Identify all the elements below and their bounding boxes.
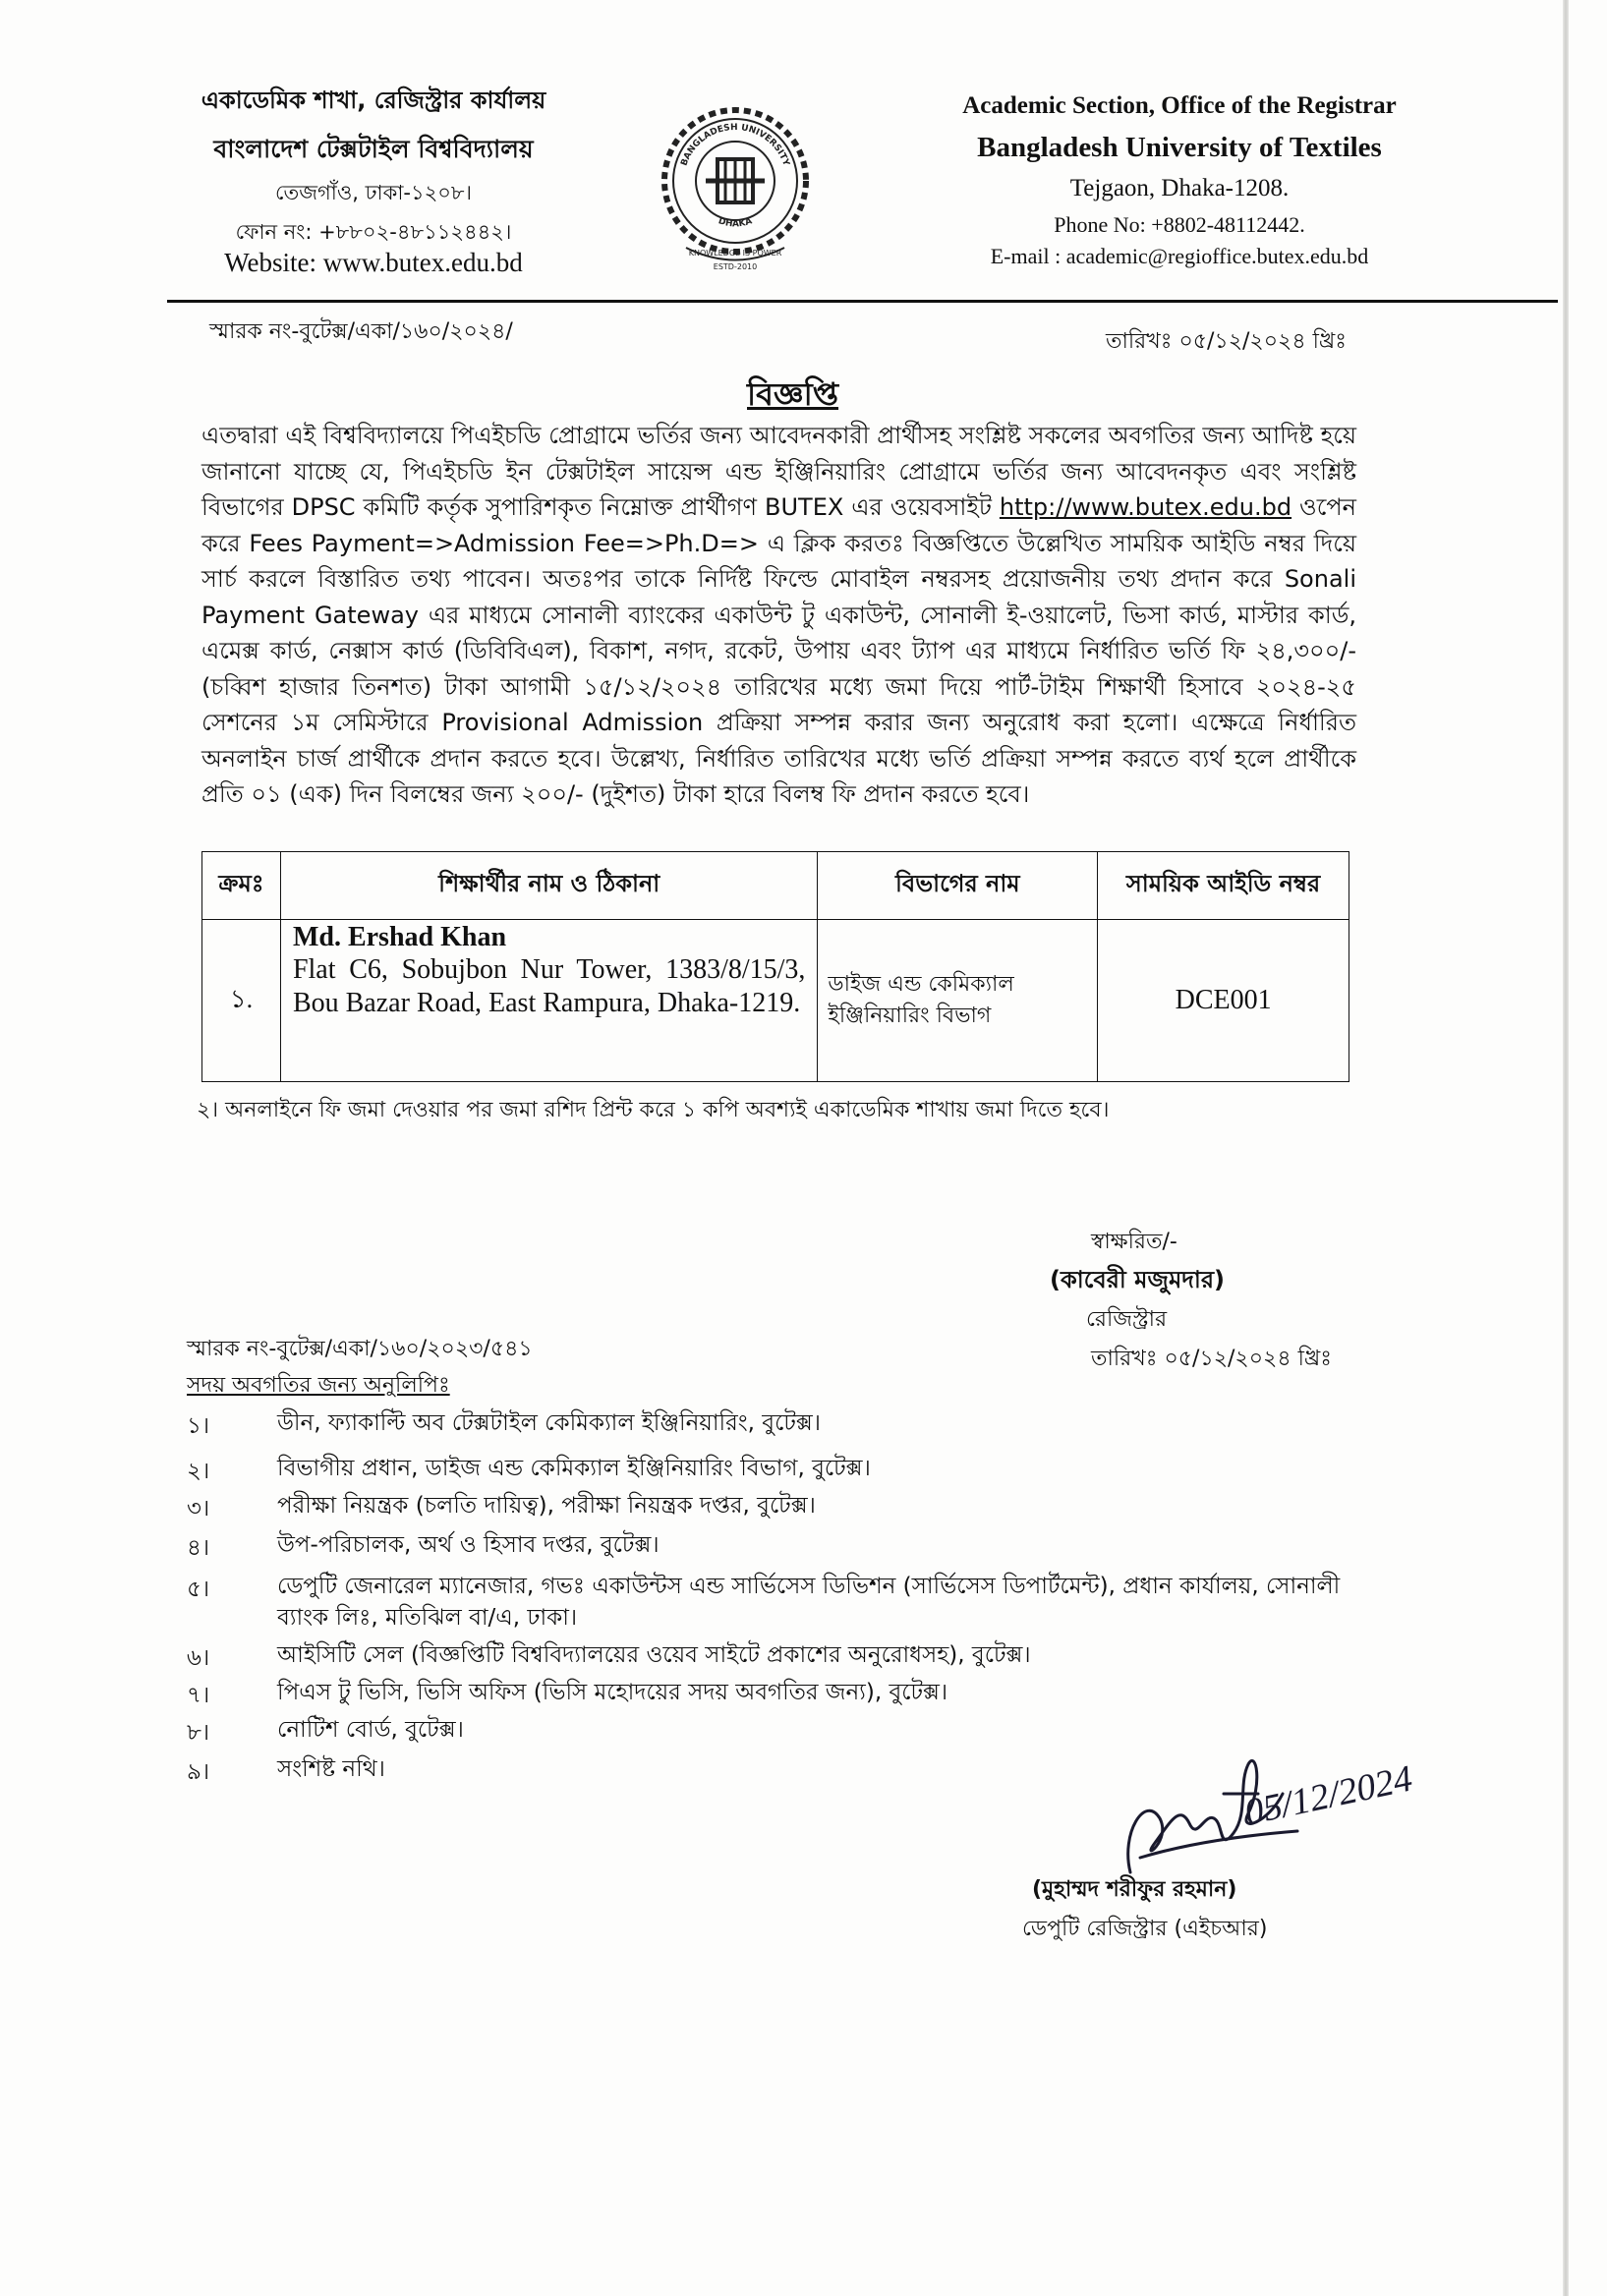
cell-temp-id: DCE001	[1098, 920, 1349, 1082]
signature-date: তারিখঃ ০৫/১২/২০২৪ খ্রিঃ	[1091, 1347, 1333, 1371]
col-header-name-address: শিক্ষার্থীর নাম ও ঠিকানা	[280, 852, 817, 920]
header-en-email: E-mail : academic@regioffice.butex.edu.bd	[990, 244, 1369, 268]
university-logo	[657, 100, 814, 277]
candidate-address: Flat C6, Sobujbon Nur Tower, 1383/8/15/3, Bou Bazar Road, East Rampura, Dhaka-1219.	[292, 954, 806, 1018]
col-header-temp-id: সাময়িক আইডি নম্বর	[1098, 852, 1349, 920]
cell-serial: ১.	[202, 920, 281, 1082]
copy-item-text: বিভাগীয় প্রধান, ডাইজ এন্ড কেমিক্যাল ইঞ্জিনিয়ারিং বিভাগ, বুটেক্স।	[277, 1456, 871, 1481]
copy-item-number: ১।	[187, 1413, 210, 1439]
copy-heading: সদয় অবগতির জন্য অনুলিপিঃ	[187, 1373, 450, 1398]
copy-item-text: পরীক্ষা নিয়ন্ত্রক (চলতি দায়িত্ব), পরীক্ষা নিয়ন্ত্রক দপ্তর, বুটেক্স।	[277, 1493, 816, 1519]
header-divider	[167, 300, 1558, 303]
registrar-name: (কাবেরী মজুমদার)	[1050, 1266, 1226, 1293]
table-header-row	[202, 852, 1349, 920]
copy-item-text: ডেপুটি জেনারেল ম্যানেজার, গভঃ একাউন্টস এন্ড সার্ভিসেস ডিভিশন (সার্ভিসেস ডিপার্টমেন্ট), প্রধান কার্যালয়, সোনালী ব্যাংক লিঃ, মতিঝিল বা/এ, ঢাকা।	[277, 1574, 1341, 1631]
col-header-serial: ক্রমঃ	[202, 852, 281, 920]
header-en-address: Tejgaon, Dhaka-1208.	[1069, 175, 1290, 201]
copy-item-number: ৩।	[187, 1496, 210, 1521]
logo-estd: ESTD-2010	[713, 262, 758, 271]
copy-item-number: ৯।	[187, 1759, 210, 1785]
header-en-office: Academic Section, Office of the Registrar	[962, 92, 1397, 119]
candidate-name: Md. Ershad Khan	[292, 922, 507, 952]
logo-arc-bottom: DHAKA	[717, 216, 754, 230]
copy-item-number: ৭।	[187, 1683, 210, 1708]
copy-item-number: ৮।	[187, 1720, 210, 1746]
header-bn-university: বাংলাদেশ টেক্সটাইল বিশ্ববিদ্যালয়	[213, 135, 534, 163]
copy-item-text: ডীন, ফ্যাকাল্টি অব টেক্সটাইল কেমিক্যাল ইঞ্জিনিয়ারিং, বুটেক্স।	[277, 1410, 821, 1436]
copy-item-text: পিএস টু ভিসি, ভিসি অফিস (ভিসি মহোদয়ের সদয় অবগতির জন্য), বুটেক্স।	[277, 1680, 948, 1705]
header-bn-address: তেজগাঁও, ঢাকা-১২০৮।	[274, 181, 473, 204]
table-row	[202, 920, 1349, 1082]
fee-receipt-note: ২। অনলাইনে ফি জমা দেওয়ার পর জমা রশিদ প্রিন্ট করে ১ কপি অবশ্যই একাডেমিক শাখায় জমা দিতে হবে।	[197, 1098, 1110, 1122]
copy-item-number: ৪।	[187, 1535, 210, 1561]
signed-mark: স্বাক্ষরিত/-	[1091, 1230, 1177, 1254]
notice-body	[201, 418, 1356, 813]
memo-date: তারিখঃ ০৫/১২/২০২৪ খ্রিঃ	[1106, 329, 1348, 354]
copy-item-text: আইসিটি সেল (বিজ্ঞপ্তিটি বিশ্ববিদ্যালয়ের ওয়েব সাইটে প্রকাশের অনুরোধসহ), বুটেক্স।	[277, 1642, 1031, 1668]
copy-item-number: ৬।	[187, 1645, 210, 1671]
header-bn-phone: ফোন নং: +৮৮০২-৪৮১১২৪৪২।	[235, 220, 512, 244]
notice-body-part1: এতদ্বারা এই বিশ্ববিদ্যালয়ে পিএইচডি প্রোগ্রামে ভর্তির জন্য আবেদনকারী প্রার্থীসহ সংশ্লিষ্ট সকলের অবগতির জন্য আদিষ্ট হয়ে জানানো যাচ্ছে যে, পিএইচডি ইন টেক্সটাইল সায়েন্স এন্ড ইঞ্জিনিয়ারিং প্রোগ্রামে ভর্তির জন্য আবেদনকৃত এবং সংশ্লিষ্ট বিভাগের DPSC কমিটি কর্তৃক সুপারিশকৃত নিম্নোক্ত প্রার্থীগণ BUTEX এর ওয়েবসাইট	[201, 422, 1356, 521]
cell-name-address	[280, 920, 817, 1082]
memo2-ref: স্মারক নং-বুটেক্স/একা/১৬০/২০২৩/৫৪১	[187, 1337, 533, 1361]
logo-arc-top: BANGLADESH UNIVERSITY	[679, 122, 791, 168]
notice-title: বিজ্ঞপ্তি	[747, 375, 839, 413]
logo-motto: KNOWLEDGE IS POWER	[688, 249, 782, 258]
header-en-phone: Phone No: +8802-48112442.	[1054, 212, 1305, 237]
memo-ref: স্মারক নং-বুটেক্স/একা/১৬০/২০২৪/	[209, 319, 513, 344]
deputy-registrar-designation: ডেপুটি রেজিস্ট্রার (এইচআর)	[1022, 1917, 1268, 1941]
header-en-university: Bangladesh University of Textiles	[977, 132, 1382, 163]
svg-text:DHAKA	[717, 216, 753, 229]
handwritten-date: 05/12/2024	[1240, 1757, 1416, 1834]
copy-item-text: উপ-পরিচালক, অর্থ ও হিসাব দপ্তর, বুটেক্স।	[277, 1532, 660, 1558]
page-edge	[1563, 0, 1569, 2296]
header-website: Website: www.butex.edu.bd	[224, 248, 523, 277]
candidate-table	[201, 851, 1349, 1082]
header-bn-office: একাডেমিক শাখা, রেজিস্ট্রার কার্যালয়	[201, 86, 546, 114]
col-header-department: বিভাগের নাম	[818, 852, 1098, 920]
copy-item-text: সংশিষ্ট নথি।	[277, 1756, 385, 1782]
butex-website-link[interactable]: http://www.butex.edu.bd	[999, 493, 1292, 521]
registrar-designation: রেজিস্ট্রার	[1086, 1307, 1168, 1332]
copy-item-number: ৫।	[187, 1577, 210, 1602]
copy-item-number: ২।	[187, 1459, 210, 1484]
deputy-registrar-name: (মুহাম্মদ শরীফুর রহমান)	[1032, 1877, 1237, 1902]
cell-department: ডাইজ এন্ড কেমিক্যাল ইঞ্জিনিয়ারিং বিভাগ	[818, 920, 1098, 1082]
copy-item-text: নোটিশ বোর্ড, বুটেক্স।	[277, 1717, 464, 1743]
notice-body-part2: ওপেন করে Fees Payment=>Admission Fee=>Ph.D=> এ ক্লিক করতঃ বিজ্ঞপ্তিতে উল্লেখিত সাময়িক আইডি নম্বর দিয়ে সার্চ করলে বিস্তারিত তথ্য পাবেন। অতঃপর তাকে নির্দিষ্ট ফিল্ডে মোবাইল নম্বরসহ প্রয়োজনীয় তথ্য প্রদান করে Sonali Payment Gateway এর মাধ্যমে সোনালী ব্যাংকের একাউন্ট টু একাউন্ট, সোনালী ই-ওয়ালেট, ভিসা কার্ড, মাস্টার কার্ড, এমেক্স কার্ড, নেক্সাস কার্ড (ডিবিবিএল), বিকাশ, নগদ, রকেট, উপায় এবং ট্যাপ এর মাধ্যমে নির্ধারিত ভর্তি ফি ২৪,৩০০/- (চব্বিশ হাজার তিনশত) টাকা আগামী ১৫/১২/২০২৪ তারিখের মধ্যে জমা দিয়ে পার্ট-টাইম শিক্ষার্থী হিসাবে ২০২৪-২৫ সেশনের ১ম সেমিস্টারে Provisional Admission প্রক্রিয়া সম্পন্ন করার জন্য অনুরোধ করা হলো। এক্ষেত্রে নির্ধারিত অনলাইন চার্জ প্রার্থীকে প্রদান করতে হবে। উল্লেখ্য, নির্ধারিত তারিখের মধ্যে ভর্তি প্রক্রিয়া সম্পন্ন করতে ব্যর্থ হলে প্রার্থীকে প্রতি ০১ (এক) দিন বিলম্বের জন্য ২০০/- (দুইশত) টাকা হারে বিলম্ব ফি প্রদান করতে হবে।	[201, 493, 1356, 808]
